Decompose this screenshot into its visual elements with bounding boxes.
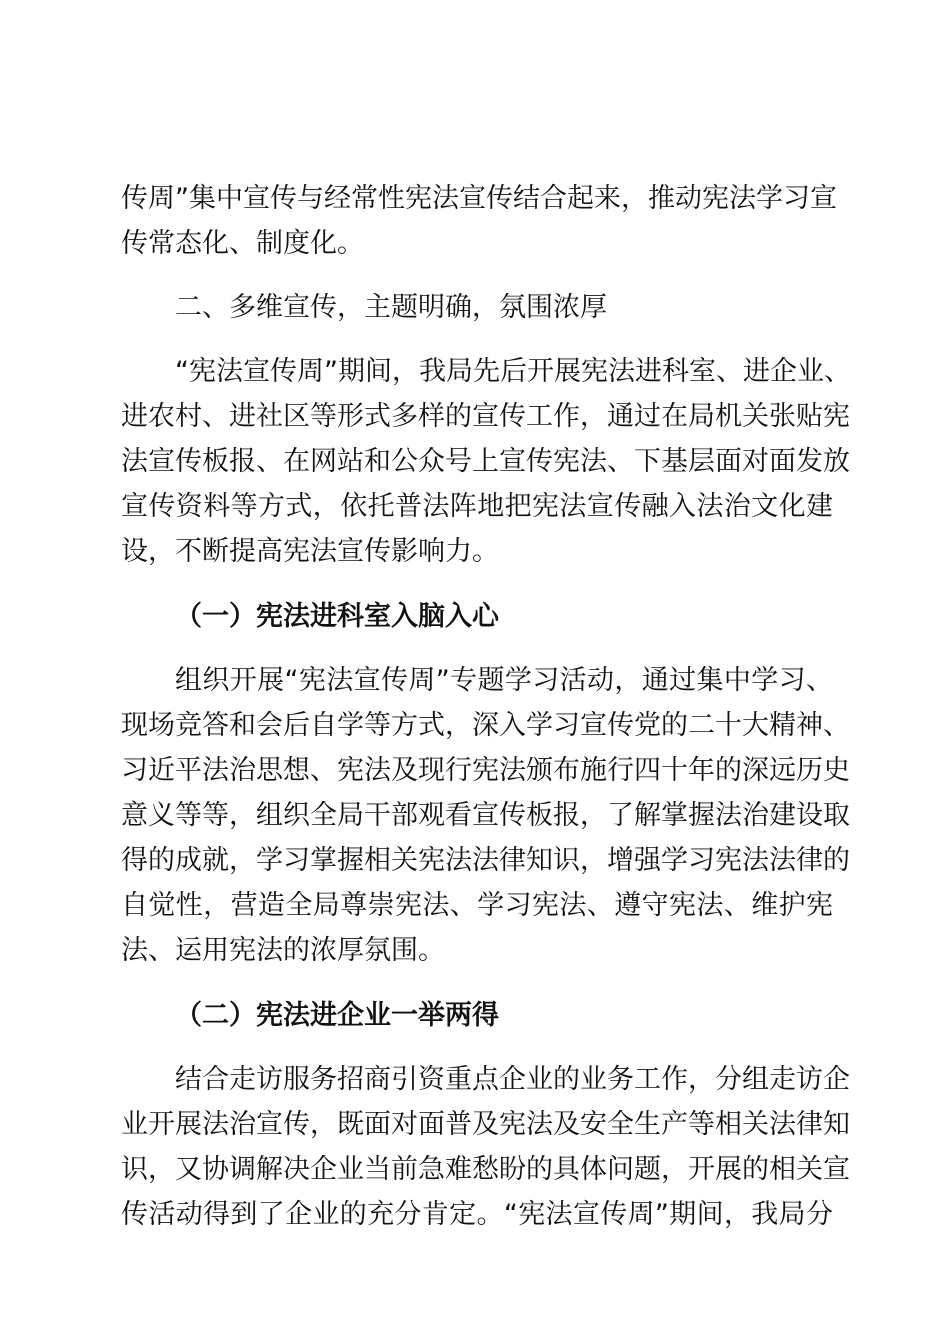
- subsection-heading: （二）宪法进企业一举两得: [175, 1000, 499, 1031]
- paragraph-continuation: [121, 176, 837, 266]
- text-line: 传周”集中宣传与经常性宪法宣传结合起来，推动宪法学习宣: [121, 183, 837, 214]
- text-line: 自觉性，营造全局尊崇宪法、学习宪法、遵守宪法、维护宪: [121, 890, 833, 921]
- text-line: 识，又协调解决企业当前急难愁盼的具体问题，开展的相关宣: [121, 1154, 850, 1185]
- section-heading: 二、多维宣传，主题明确，氛围浓厚: [175, 292, 607, 323]
- text-line: 组织开展“宪法宣传周”专题学习活动，通过集中学习、: [175, 665, 833, 696]
- document-body: [121, 176, 851, 1237]
- text-line: 现场竞答和会后自学等方式，深入学习宣传党的二十大精神、: [121, 710, 850, 741]
- paragraph-enterprise-visit: [121, 1057, 850, 1237]
- text-line: 结合走访服务招商引资重点企业的业务工作，分组走访企: [175, 1064, 850, 1095]
- text-line: 意义等等，组织全局干部观看宣传板报，了解掌握法治建设取: [121, 800, 850, 831]
- text-line: 进农村、进社区等形式多样的宣传工作，通过在局机关张贴宪: [121, 401, 850, 432]
- text-line: 得的成就，学习掌握相关宪法法律知识，增强学习宪法法律的: [121, 845, 850, 876]
- text-line: 业开展法治宣传，既面对面普及宪法及安全生产等相关法律知: [121, 1109, 850, 1140]
- text-line: 宣传资料等方式，依托普法阵地把宪法宣传融入法治文化建: [121, 491, 833, 522]
- paragraph-office-study: [121, 658, 850, 973]
- text-line: 传常态化、制度化。: [121, 228, 364, 259]
- text-line: 法宣传板报、在网站和公众号上宣传宪法、下基层面对面发放: [121, 446, 850, 477]
- text-line: 法、运用宪法的浓厚氛围。: [121, 935, 445, 966]
- text-line: 传活动得到了企业的充分肯定。“宪法宣传周”期间，我局分: [121, 1199, 833, 1230]
- text-line: “宪法宣传周”期间，我局先后开展宪法进科室、进企业、: [175, 356, 851, 387]
- text-line: 设，不断提高宪法宣传影响力。: [121, 536, 499, 567]
- subsection-heading: （一）宪法进科室入脑入心: [175, 601, 499, 632]
- paragraph-constitution-week: [121, 349, 851, 574]
- text-line: 习近平法治思想、宪法及现行宪法颁布施行四十年的深远历史: [121, 755, 850, 786]
